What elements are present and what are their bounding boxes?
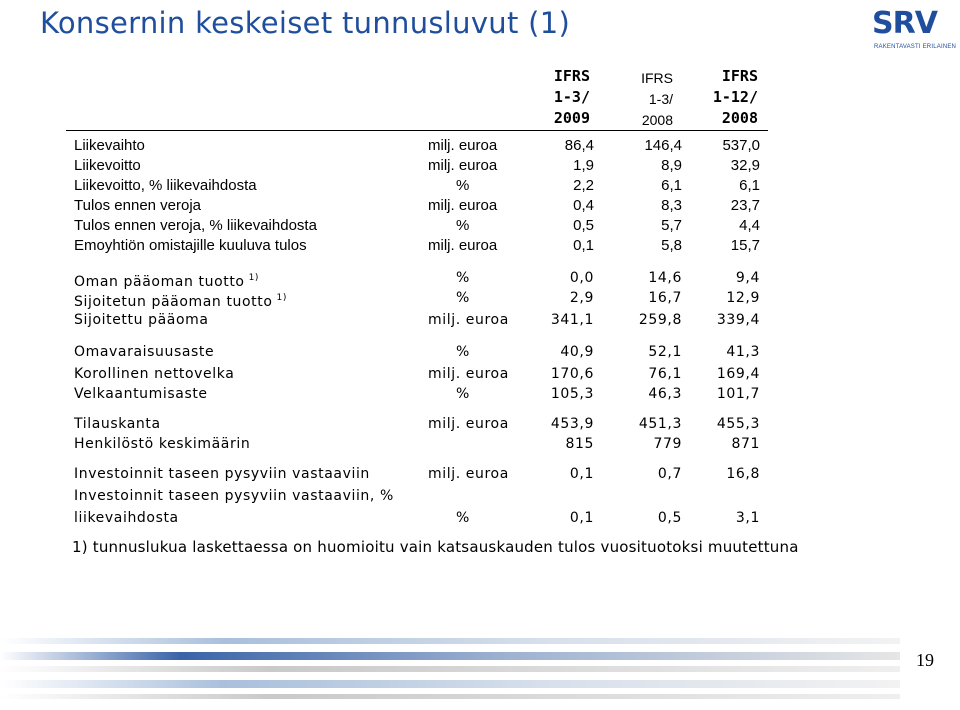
- page-title: Konsernin keskeiset tunnusluvut (1): [40, 6, 571, 40]
- row-label-text: Tilauskanta: [74, 416, 161, 432]
- row-label-text: Investoinnit taseen pysyviin vastaaviin: [74, 466, 370, 482]
- row-value-v3: 15,7: [730, 237, 760, 254]
- row-value-v3: 3,1: [735, 510, 760, 526]
- row-unit: %: [456, 290, 470, 306]
- srv-logo: [872, 6, 956, 54]
- logo-text: SRV: [872, 6, 937, 41]
- header-rule: [66, 130, 768, 131]
- row-value-v2: 6,1: [661, 177, 682, 194]
- row-label: [74, 384, 208, 404]
- row-label-text: Sijoitetun pääoman tuotto: [74, 294, 273, 310]
- column-header-line: IFRS: [641, 70, 673, 86]
- table-row: [0, 156, 960, 176]
- row-unit: milj. euroa: [428, 466, 509, 482]
- row-label-text: Omavaraisuusaste: [74, 344, 215, 360]
- row-unit: %: [456, 510, 470, 526]
- row-value-v2: 5,8: [661, 237, 682, 254]
- row-unit: milj. euroa: [428, 416, 509, 432]
- column-header-line: 2008: [721, 109, 758, 127]
- row-value-v1: 40,9: [560, 344, 594, 360]
- row-label-text: Liikevaihto: [74, 137, 145, 154]
- row-value-v2: 779: [653, 436, 682, 452]
- table-row: [0, 236, 960, 256]
- table-row: [0, 268, 960, 288]
- table-row: [0, 342, 960, 362]
- row-label-text: Liikevoitto, % liikevaihdosta: [74, 177, 257, 194]
- row-label-text: Henkilöstö keskimäärin: [74, 436, 251, 452]
- row-unit: milj. euroa: [428, 366, 509, 382]
- column-header-line: 1-3/: [553, 88, 590, 106]
- row-unit: %: [456, 386, 470, 402]
- row-value-v3: 871: [731, 436, 760, 452]
- column-header-line: 2009: [553, 109, 590, 127]
- row-value-v3: 12,9: [726, 290, 760, 306]
- row-label-text: liikevaihdosta: [74, 510, 179, 526]
- row-label: [74, 508, 179, 528]
- row-unit: milj. euroa: [428, 137, 498, 154]
- row-value-v3: 16,8: [726, 466, 760, 482]
- column-header-1: [554, 66, 590, 129]
- column-header-line: IFRS: [553, 67, 590, 85]
- row-value-v2: 8,9: [661, 157, 682, 174]
- table-row: [0, 486, 960, 506]
- table-row: [0, 136, 960, 156]
- logo-tagline: RAKENTAVASTI ERILAINEN: [874, 44, 957, 50]
- row-value-v2: 5,7: [661, 217, 682, 234]
- row-value-v1: 86,4: [564, 137, 594, 154]
- row-value-v2: 0,7: [657, 466, 682, 482]
- row-value-v3: 41,3: [726, 344, 760, 360]
- row-label: [74, 236, 307, 256]
- table-row: [0, 364, 960, 384]
- table-row: [0, 176, 960, 196]
- row-label-text: Korollinen nettovelka: [74, 366, 235, 382]
- row-value-v1: 453,9: [550, 416, 594, 432]
- row-value-v1: 0,4: [573, 197, 594, 214]
- row-value-v3: 339,4: [716, 312, 760, 328]
- row-value-v1: 0,5: [573, 217, 594, 234]
- row-unit: %: [456, 177, 470, 194]
- row-value-v3: 4,4: [739, 217, 760, 234]
- row-value-v1: 0,1: [569, 510, 594, 526]
- table-row: [0, 216, 960, 236]
- row-unit: milj. euroa: [428, 157, 498, 174]
- table-row: [0, 310, 960, 330]
- row-label-text: Investoinnit taseen pysyviin vastaaviin, %: [74, 488, 394, 504]
- decorative-stripes: [0, 630, 900, 710]
- table-row: [0, 384, 960, 404]
- row-value-v3: 169,4: [716, 366, 760, 382]
- row-value-v3: 23,7: [730, 197, 760, 214]
- row-label-text: Oman pääoman tuotto: [74, 274, 245, 290]
- row-unit: %: [456, 217, 470, 234]
- row-value-v2: 16,7: [648, 290, 682, 306]
- row-label: [74, 486, 394, 506]
- row-value-v2: 46,3: [648, 386, 682, 402]
- column-header-line: 1-12/: [712, 88, 758, 106]
- table-row: [0, 434, 960, 454]
- row-label: [74, 196, 201, 216]
- row-label-text: Emoyhtiön omistajille kuuluva tulos: [74, 237, 307, 254]
- column-header-line: 2008: [641, 112, 673, 128]
- row-label: [74, 288, 287, 312]
- row-label: [74, 310, 209, 330]
- column-header-line: IFRS: [721, 67, 758, 85]
- row-value-v2: 259,8: [638, 312, 682, 328]
- page-number: 19: [916, 650, 934, 670]
- row-label-text: Velkaantumisaste: [74, 386, 208, 402]
- table-row: [0, 196, 960, 216]
- footnote: 1) tunnuslukua laskettaessa on huomioitu vain katsauskauden tulos vuosituotoksi muutettuna: [72, 538, 799, 556]
- row-label: [74, 414, 161, 434]
- row-value-v2: 14,6: [648, 270, 682, 286]
- row-value-v2: 8,3: [661, 197, 682, 214]
- row-unit: %: [456, 344, 470, 360]
- row-value-v2: 52,1: [648, 344, 682, 360]
- row-value-v1: 815: [565, 436, 594, 452]
- row-label: [74, 342, 214, 362]
- row-label: [74, 136, 145, 156]
- row-label: [74, 216, 317, 236]
- row-value-v1: 170,6: [550, 366, 594, 382]
- row-value-v1: 0,0: [569, 270, 594, 286]
- row-value-v1: 341,1: [550, 312, 594, 328]
- table-row: [0, 508, 960, 528]
- row-label: [74, 434, 250, 454]
- row-label: [74, 364, 234, 384]
- table-row: [0, 464, 960, 484]
- row-value-v1: 0,1: [569, 466, 594, 482]
- row-unit: %: [456, 270, 470, 286]
- table-row: [0, 414, 960, 434]
- row-unit: milj. euroa: [428, 197, 498, 214]
- row-label-text: Liikevoitto: [74, 157, 141, 174]
- row-label-text: Tulos ennen veroja, % liikevaihdosta: [74, 217, 317, 234]
- row-value-v3: 9,4: [735, 270, 760, 286]
- column-header-3: [713, 66, 758, 129]
- row-value-v1: 1,9: [573, 157, 594, 174]
- row-unit: milj. euroa: [428, 237, 498, 254]
- row-label: [74, 156, 141, 176]
- table-row: [0, 288, 960, 308]
- column-header-2: [641, 68, 673, 131]
- row-label-text: Tulos ennen veroja: [74, 197, 202, 214]
- row-unit: milj. euroa: [428, 312, 509, 328]
- footnote-marker: 1): [276, 293, 287, 303]
- row-label-text: Sijoitettu pääoma: [74, 312, 209, 328]
- row-value-v3: 32,9: [730, 157, 760, 174]
- row-value-v3: 101,7: [716, 386, 760, 402]
- row-value-v2: 146,4: [644, 137, 682, 154]
- row-value-v2: 76,1: [648, 366, 682, 382]
- row-label: [74, 464, 370, 484]
- row-label: [74, 176, 257, 196]
- row-value-v1: 2,9: [569, 290, 594, 306]
- row-value-v2: 451,3: [638, 416, 682, 432]
- row-value-v1: 2,2: [573, 177, 594, 194]
- row-value-v3: 455,3: [716, 416, 760, 432]
- row-value-v2: 0,5: [657, 510, 682, 526]
- row-value-v1: 0,1: [573, 237, 594, 254]
- column-header-line: 1-3/: [648, 91, 673, 107]
- row-value-v3: 6,1: [739, 177, 760, 194]
- row-value-v3: 537,0: [722, 137, 760, 154]
- footnote-marker: 1): [248, 273, 260, 283]
- row-value-v1: 105,3: [550, 386, 594, 402]
